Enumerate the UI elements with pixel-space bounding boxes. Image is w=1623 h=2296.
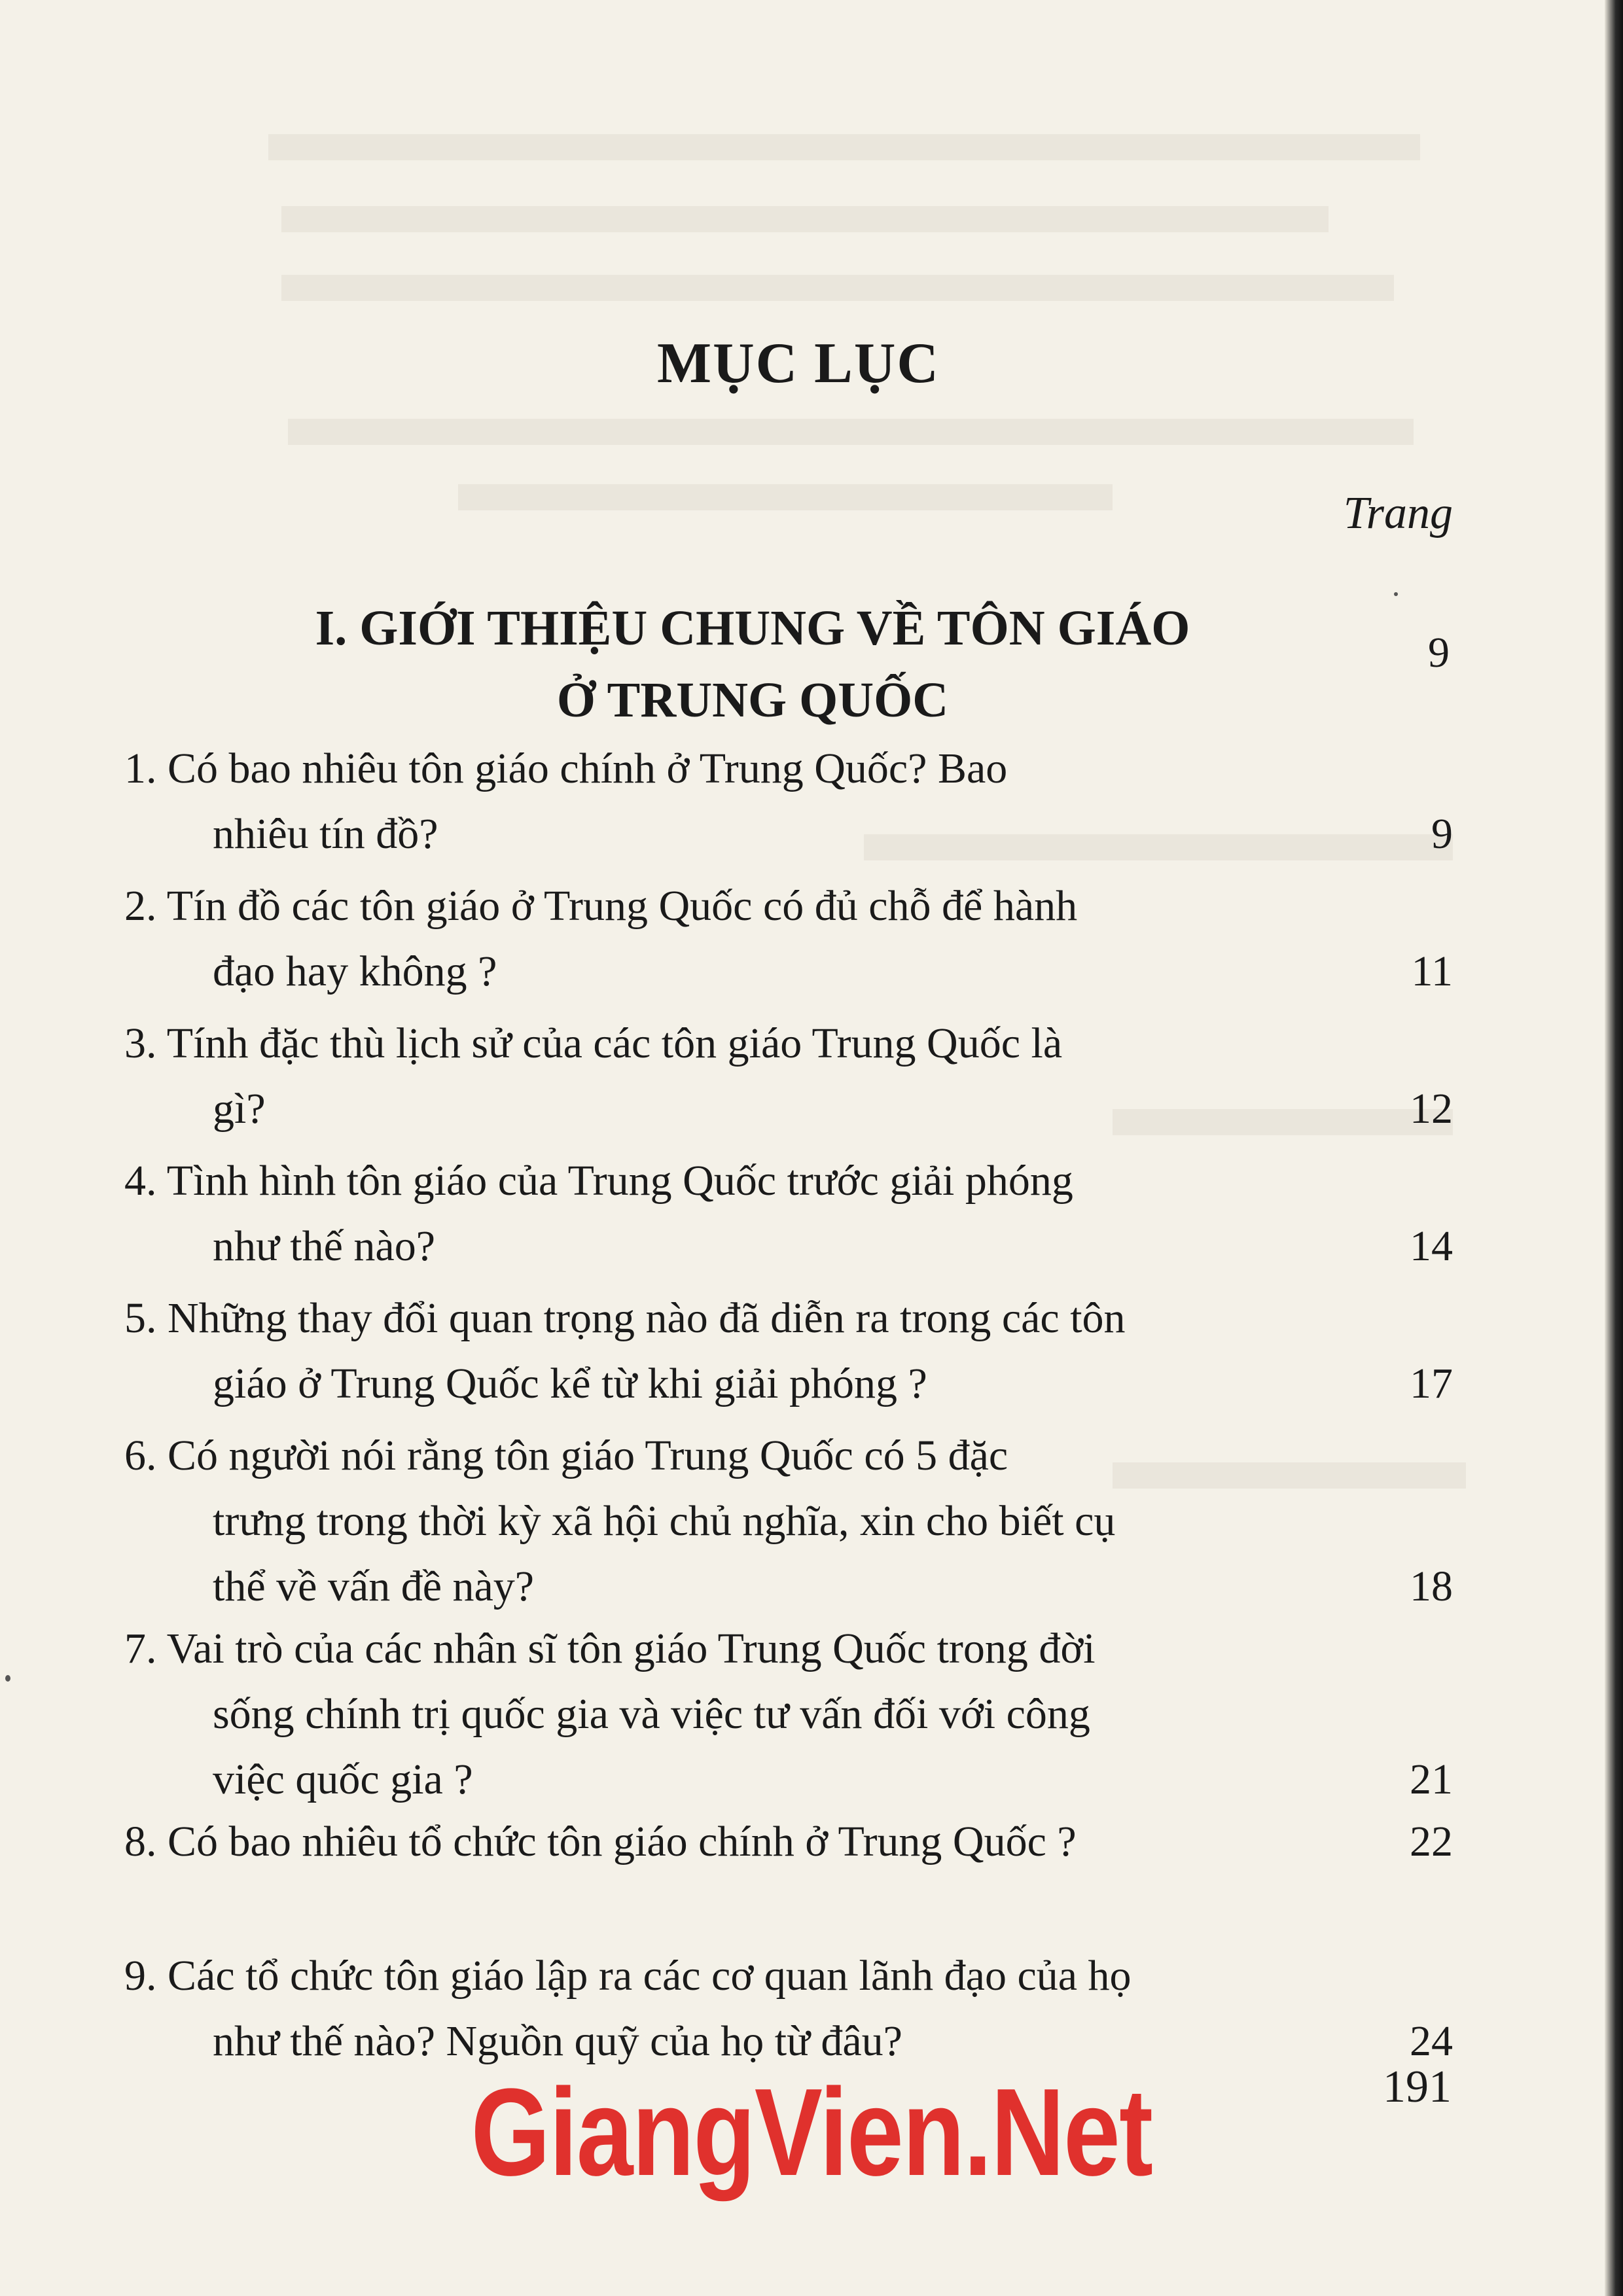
- toc-entry-line: 4. Tình hình tôn giáo của Trung Quốc trước giải phóng: [124, 1157, 1073, 1205]
- toc-entry-page: 18: [1410, 1563, 1453, 1610]
- toc-entry-line: giáo ở Trung Quốc kể từ khi giải phóng ?: [213, 1360, 927, 1407]
- toc-entry-page: 9: [1431, 810, 1453, 858]
- section-heading: [216, 592, 1289, 736]
- toc-entry-line: 1. Có bao nhiêu tôn giáo chính ở Trung Quốc? Bao: [124, 745, 1008, 792]
- toc-entry: [124, 874, 1453, 1004]
- toc-entry-line: nhiêu tín đồ?: [213, 810, 438, 858]
- section-heading-line-2: Ở TRUNG QUỐC: [556, 673, 949, 728]
- toc-entry-line: trưng trong thời kỳ xã hội chủ nghĩa, xin cho biết cụ: [213, 1497, 1116, 1545]
- toc-entry: [124, 1423, 1453, 1619]
- folio-page-number: 191: [1383, 2062, 1452, 2112]
- toc-entry-line: 9. Các tổ chức tôn giáo lập ra các cơ quan lãnh đạo của họ: [124, 1952, 1132, 2000]
- toc-entry-line: thể về vấn đề này?: [213, 1563, 535, 1610]
- toc-entry-page: 22: [1410, 1818, 1453, 1865]
- toc-entry-line: 2. Tín đồ các tôn giáo ở Trung Quốc có đủ chỗ để hành: [124, 882, 1078, 930]
- toc-entry-page: 24: [1410, 2017, 1453, 2065]
- toc-entry: [124, 736, 1453, 867]
- toc-entry-line: đạo hay không ?: [213, 947, 497, 995]
- toc-entry-line: 6. Có người nói rằng tôn giáo Trung Quốc có 5 đặc: [124, 1432, 1008, 1479]
- watermark: GiangVien.Net: [471, 2063, 1152, 2202]
- toc-entry: [124, 1148, 1453, 1279]
- toc-entry-page: 12: [1410, 1085, 1453, 1133]
- toc-entry: [124, 1011, 1453, 1142]
- toc-entry-line: như thế nào?: [213, 1222, 435, 1270]
- toc-entry: [124, 1286, 1453, 1417]
- section-heading-line-1: I. GIỚI THIỆU CHUNG VỀ TÔN GIÁO: [315, 601, 1190, 656]
- toc-entry-line: việc quốc gia ?: [213, 1756, 473, 1803]
- toc-entry: [124, 1616, 1453, 1812]
- toc-title: MỤC LỤC: [657, 332, 940, 395]
- toc-entry-page: 21: [1410, 1756, 1453, 1803]
- toc-entry-page: 14: [1410, 1222, 1453, 1270]
- toc-entry: [124, 1943, 1453, 2074]
- toc-entry-line: gì?: [213, 1085, 266, 1133]
- toc-entry-line: 3. Tính đặc thù lịch sử của các tôn giáo Trung Quốc là: [124, 1019, 1063, 1067]
- page-edge-shadow: [1605, 0, 1623, 2296]
- toc-entry: [124, 1809, 1453, 1875]
- section-page-number: 9: [1428, 629, 1450, 677]
- toc-entry-page: 11: [1411, 947, 1453, 995]
- toc-entry-line: 8. Có bao nhiêu tổ chức tôn giáo chính ở Trung Quốc ?: [124, 1818, 1077, 1865]
- toc-entry-page: 17: [1410, 1360, 1453, 1407]
- toc-entry-line: như thế nào? Nguồn quỹ của họ từ đâu?: [213, 2017, 902, 2065]
- scan-speck: [1394, 592, 1398, 596]
- toc-entry-line: 7. Vai trò của các nhân sĩ tôn giáo Trung Quốc trong đời: [124, 1625, 1096, 1672]
- toc-entry-line: 5. Những thay đổi quan trọng nào đã diễn ra trong các tôn: [124, 1294, 1126, 1342]
- page-column-label: Trang: [1343, 488, 1453, 539]
- scan-speck: [5, 1675, 10, 1682]
- toc-entry-line: sống chính trị quốc gia và việc tư vấn đối với công: [213, 1690, 1090, 1738]
